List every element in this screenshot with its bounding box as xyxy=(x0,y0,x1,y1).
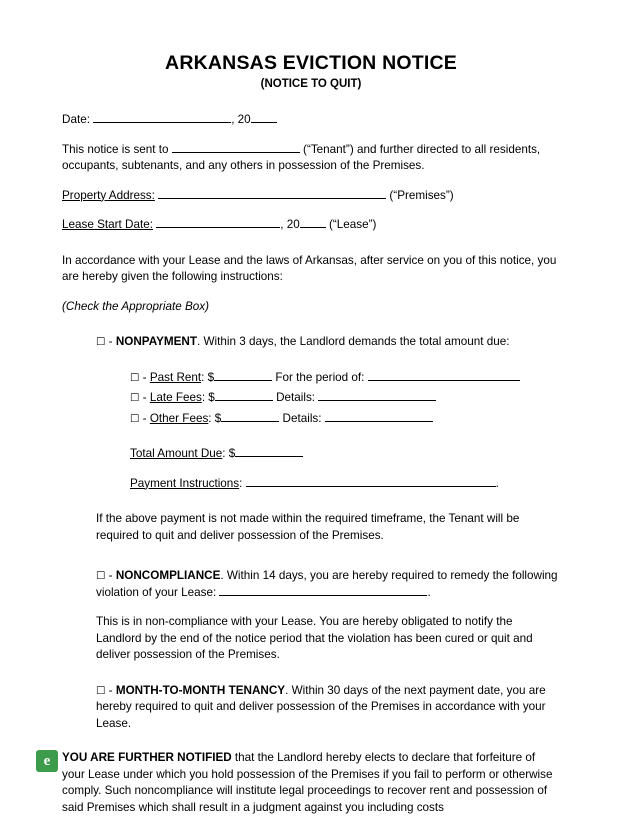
other-fees-label: Other Fees xyxy=(149,411,209,425)
tenant-name-field[interactable] xyxy=(172,152,300,153)
other-fees-checkbox[interactable]: ☐ xyxy=(130,412,140,425)
noncompliance-text: . Within 14 days, you are hereby required to remedy the following violation of your Lease: xyxy=(96,569,558,599)
date-label: Date: xyxy=(62,113,90,126)
late-fees-checkbox[interactable]: ☐ xyxy=(130,392,140,404)
other-fees-amount-prefix: : $ xyxy=(208,411,222,425)
date-year-prefix: , 20 xyxy=(231,113,251,126)
dash: - xyxy=(142,391,147,404)
payment-instructions-row: Payment Instructions: . xyxy=(130,476,499,490)
dash: - xyxy=(142,411,147,425)
month-to-month-text: . Within 30 days of the next payment date, you are hereby required to quit and deliver possession of the Premises in accordance with your Lease. xyxy=(96,683,546,730)
noncompliance-section xyxy=(96,568,560,601)
total-due-row xyxy=(130,446,560,463)
nonpayment-checkbox[interactable]: ☐ xyxy=(96,336,106,348)
total-due-prefix: : $ xyxy=(222,447,236,460)
total-due-field[interactable] xyxy=(235,456,303,457)
past-rent-period-label: For the period of: xyxy=(275,370,365,384)
lease-start-year-field[interactable] xyxy=(300,227,326,228)
past-rent-row xyxy=(130,370,560,387)
lease-start-label: Lease Start Date: xyxy=(62,218,153,231)
late-fees-row xyxy=(130,390,560,407)
past-rent-period-field[interactable] xyxy=(368,380,520,381)
brand-logo-icon: e xyxy=(36,750,58,772)
other-fees-details-label: Details: xyxy=(282,411,322,425)
noncompliance-body: This is in non-compliance with your Lease. You are hereby obligated to notify the Landlord by the end of the notice period that the violation has been cured or quit and deliver possession of the Premises. xyxy=(96,615,533,661)
date-line xyxy=(62,112,560,129)
date-blank-field[interactable] xyxy=(93,122,231,123)
notice-sent-post: (“Tenant”) and further directed to all residents, occupants, subtenants, and any others in possession of the Premises. xyxy=(62,142,541,172)
date-year-field[interactable] xyxy=(251,122,277,123)
dash: - xyxy=(108,683,113,697)
lease-violation-field[interactable] xyxy=(219,595,427,596)
month-to-month-section xyxy=(96,683,560,733)
other-fees-amount-field[interactable] xyxy=(221,421,279,422)
past-rent-checkbox[interactable]: ☐ xyxy=(130,371,140,384)
other-fees-row xyxy=(130,411,560,428)
page-title: ARKANSAS EVICTION NOTICE xyxy=(165,52,457,74)
noncompliance-checkbox[interactable]: ☐ xyxy=(96,570,106,582)
past-rent-label: Past Rent xyxy=(149,370,202,384)
dash: - xyxy=(108,335,113,348)
further-notified-paragraph xyxy=(62,750,560,816)
property-address-line xyxy=(62,188,560,205)
nonpayment-label: NONPAYMENT xyxy=(115,335,197,348)
further-notified-heading: YOU ARE FURTHER NOTIFIED xyxy=(62,751,232,764)
late-fees-details-label: Details: xyxy=(276,391,316,404)
dash: - xyxy=(142,370,147,384)
nonpayment-text: . Within 3 days, the Landlord demands the total amount due: xyxy=(197,335,510,348)
nonpayment-warning: If the above payment is not made within the required timeframe, the Tenant will be required to quit and deliver possession of the Premises. xyxy=(96,512,520,542)
accordance-paragraph: In accordance with your Lease and the laws of Arkansas, after service on you of this notice, you are hereby given the following instructions: xyxy=(62,253,557,283)
total-due-label: Total Amount Due xyxy=(130,447,223,460)
month-to-month-label: MONTH-TO-MONTH TENANCY xyxy=(115,683,286,697)
late-fees-label: Late Fees xyxy=(149,391,202,404)
noncompliance-label: NONCOMPLIANCE xyxy=(115,569,221,582)
noncompliance-suffix: . xyxy=(427,585,431,599)
month-to-month-checkbox[interactable]: ☐ xyxy=(96,684,106,697)
check-box-instruction: (Check the Appropriate Box) xyxy=(62,299,210,313)
property-address-post: (“Premises”) xyxy=(389,188,454,202)
notice-sent-pre: This notice is sent to xyxy=(62,142,169,156)
late-fees-amount-field[interactable] xyxy=(215,400,273,401)
payment-instructions-label: Payment Instructions xyxy=(130,476,240,490)
nonpayment-section-line xyxy=(96,334,560,351)
lease-start-post: (“Lease”) xyxy=(328,218,377,231)
lease-start-date-field[interactable] xyxy=(156,227,280,228)
further-notified-body: that the Landlord hereby elects to declare that forfeiture of your Lease under which you hold possession of the Premises if you fail to perform or otherwise comply. Such noncompliance will institute legal proceedings to recover rent and possession of said Premises which shall result in a judgment against you including costs xyxy=(62,751,553,814)
property-address-field[interactable] xyxy=(158,198,386,199)
late-fees-details-field[interactable] xyxy=(318,400,436,401)
dash: - xyxy=(108,569,113,582)
property-address-label: Property Address: xyxy=(62,188,155,202)
page-subtitle: (NOTICE TO QUIT) xyxy=(260,78,362,90)
past-rent-amount-prefix: : $ xyxy=(201,370,215,384)
lease-start-line xyxy=(62,217,560,234)
payment-instructions-suffix: . xyxy=(495,476,499,490)
notice-recipient-line xyxy=(62,142,560,175)
lease-start-mid: , 20 xyxy=(280,218,300,231)
payment-instructions-field[interactable] xyxy=(246,486,496,487)
past-rent-amount-field[interactable] xyxy=(214,380,272,381)
other-fees-details-field[interactable] xyxy=(325,421,433,422)
late-fees-amount-prefix: : $ xyxy=(201,391,215,404)
